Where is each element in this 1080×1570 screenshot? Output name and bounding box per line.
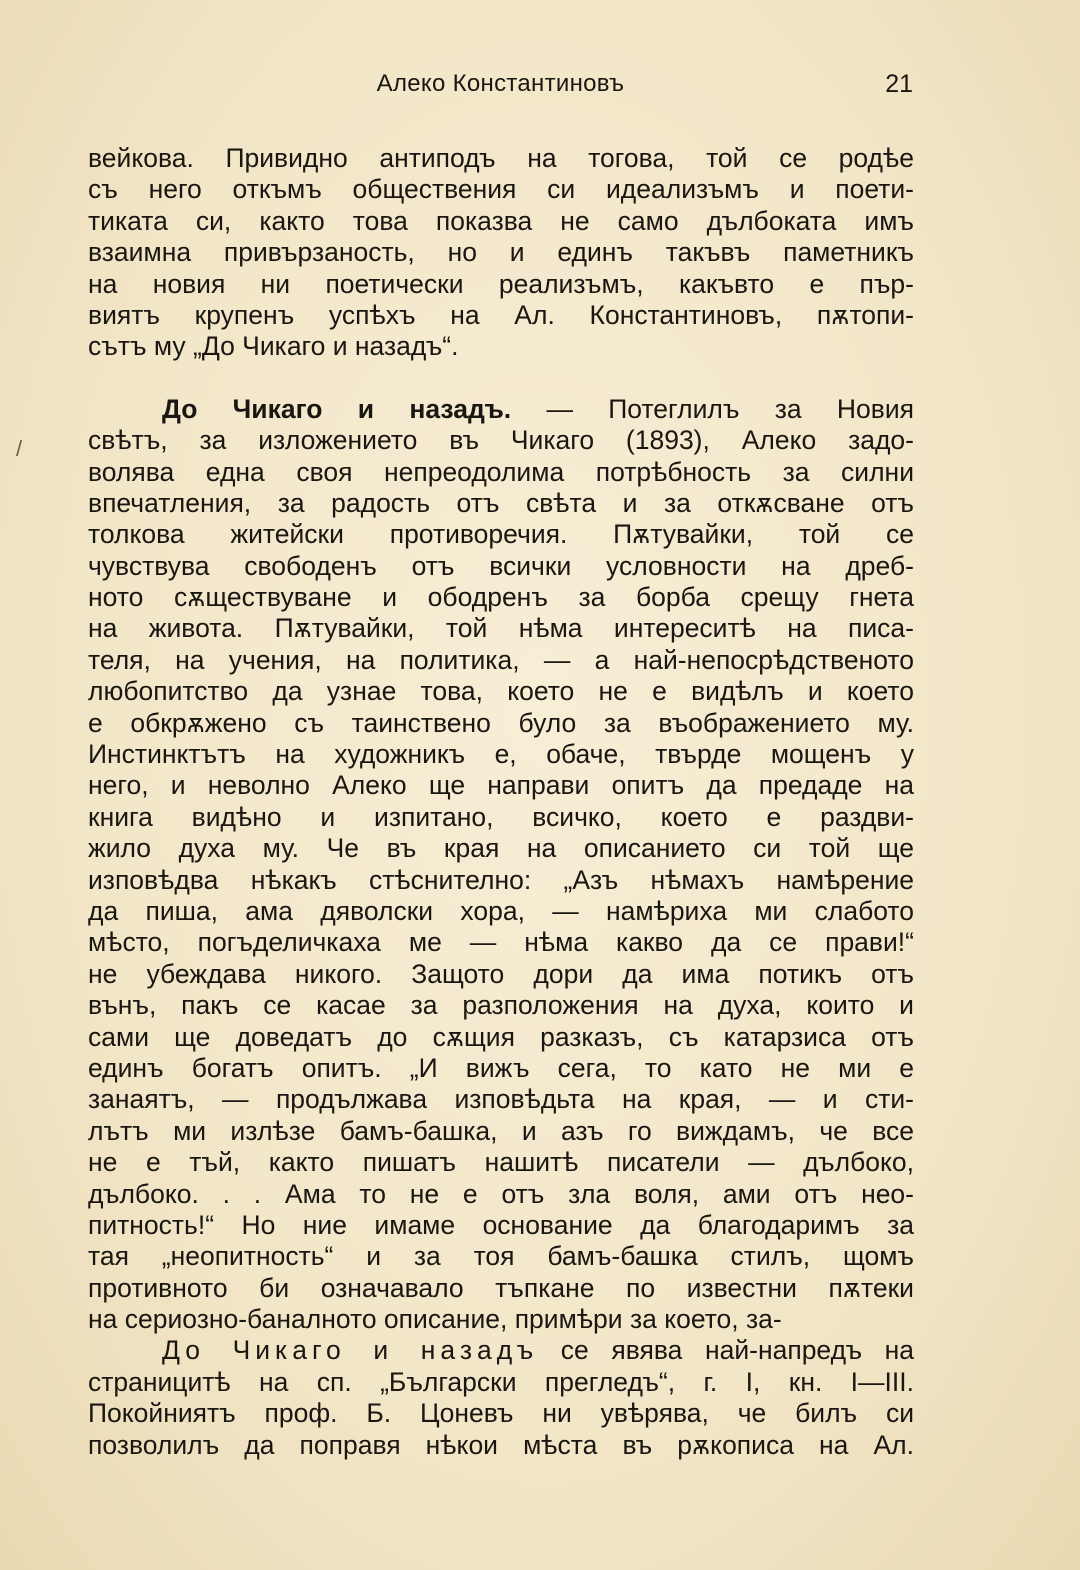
text-line: на новия ни поетически реализъмъ, какъвто е пър- [88, 268, 914, 299]
text-line: сами ще доведатъ до сѫщия разказъ, съ катарзиса отъ [88, 1021, 914, 1052]
text-line: питность!“ Но ние имаме основание да благодаримъ за [88, 1209, 914, 1240]
text-line: страницитѣ на сп. „Български прегледъ“, г. I, кн. I—III. [88, 1366, 914, 1397]
paragraph-3 [88, 1335, 914, 1461]
margin-mark: / [16, 436, 23, 461]
spaced-title: До Чикаго и назадъ [162, 1335, 539, 1366]
running-title: Алеко Константиновъ [376, 70, 625, 97]
text-line: изповѣдва нѣкакъ стѣснително: „Азъ нѣмахъ намѣрение [88, 864, 914, 895]
text-line: жило духа му. Че въ края на описанието си той ще [88, 833, 914, 864]
text-line: книга видѣно и изпитано, всичко, което е раздви- [88, 801, 914, 832]
section-first-line-text: — Потеглилъ за Новия [511, 393, 914, 424]
text-line: вейкова. Привидно антиподъ на тогова, той се родѣе [88, 143, 914, 173]
page-header [88, 66, 913, 106]
paragraph-1 [88, 143, 914, 363]
paragraph-gap [88, 363, 914, 394]
text-line: противното би означавало тъпкане по известни пѫтеки [88, 1272, 914, 1303]
text-line: теля, на учения, на политика, — а най-непосрѣдственото [88, 644, 914, 675]
text-line: Покойниятъ проф. Б. Цоневъ ни увѣрява, че билъ си [88, 1398, 914, 1429]
text-line: да пиша, ама дяволски хора, — намѣриха ми слабото [88, 895, 914, 926]
text-line: сътъ му „До Чикаго и назадъ“. [88, 331, 459, 362]
page-number: 21 [885, 70, 913, 98]
text-line: Инстинктътъ на художникъ е, обаче, твърде мощенъ у [88, 739, 914, 770]
text-line: на живота. Пѫтувайки, той нѣма интереситѣ на писа- [88, 613, 914, 644]
text-line: него, и неволно Алеко ще направи опитъ да предаде на [88, 770, 914, 801]
paragraph-first-line-text: се явява най-напредъ на [538, 1335, 914, 1366]
text-line: единъ богатъ опитъ. „И вижъ сега, то като не ми е [88, 1052, 914, 1083]
text-line: ното сѫществуване и ободренъ за борба срещу гнета [88, 582, 914, 613]
text-line: е обкрѫжено съ таинствено було за въображението му. [88, 707, 914, 738]
section-heading: До Чикаго и назадъ. [162, 393, 512, 424]
body-text [88, 143, 914, 1461]
text-line: вънъ, пакъ се касае за разположения на духа, които и [88, 990, 914, 1021]
text-line: тая „неопитность“ и за тоя бамъ-башка стилъ, щомъ [88, 1241, 914, 1272]
text-line: позволилъ да поправя нѣкои мѣста въ рѫкописа на Ал. [88, 1429, 914, 1460]
text-line: впечатления, за радость отъ свѣта и за откѫсване отъ [88, 487, 914, 518]
text-line: толкова житейски противоречия. Пѫтувайки, той се [88, 519, 914, 550]
text-line: не убеждава никого. Защото дори да има потикъ отъ [88, 958, 914, 989]
text-line: на сериозно-баналното описание, примѣри за което, за- [88, 1304, 782, 1335]
text-line: свѣтъ, за изложението въ Чикаго (1893), Алеко задо- [88, 425, 914, 456]
section-first-line [88, 394, 914, 425]
paragraph-first-line [88, 1335, 914, 1366]
text-line: виятъ крупенъ успѣхъ на Ал. Константиновъ, пѫтопи- [88, 299, 914, 330]
text-line: мѣсто, погъделичкаха ме — нѣма какво да се прави!“ [88, 927, 914, 958]
text-line: взаимна привързаность, но и единъ такъвъ паметникъ [88, 237, 914, 268]
paragraph-2 [88, 394, 914, 1336]
text-line: тиката си, както това показва не само дълбоката имъ [88, 205, 914, 236]
text-line: не е тъй, както пишатъ нашитѣ писатели — дълбоко, [88, 1147, 914, 1178]
text-line: лътъ ми излѣзе бамъ-башка, и азъ го виждамъ, че все [88, 1115, 914, 1146]
text-line: съ него откъмъ обществения си идеализъмъ и поети- [88, 174, 914, 205]
text-line: любопитство да узнае това, което не е видѣлъ и което [88, 676, 914, 707]
text-line: чувствува свободенъ отъ всички условности на дреб- [88, 550, 914, 581]
text-line: дълбоко. . . Ама то не е отъ зла воля, ами отъ нео- [88, 1178, 914, 1209]
text-line: занаятъ, — продължава изповѣдьта на края, — и сти- [88, 1084, 914, 1115]
text-line: волява една своя непреодолима потрѣбность за силни [88, 456, 914, 487]
